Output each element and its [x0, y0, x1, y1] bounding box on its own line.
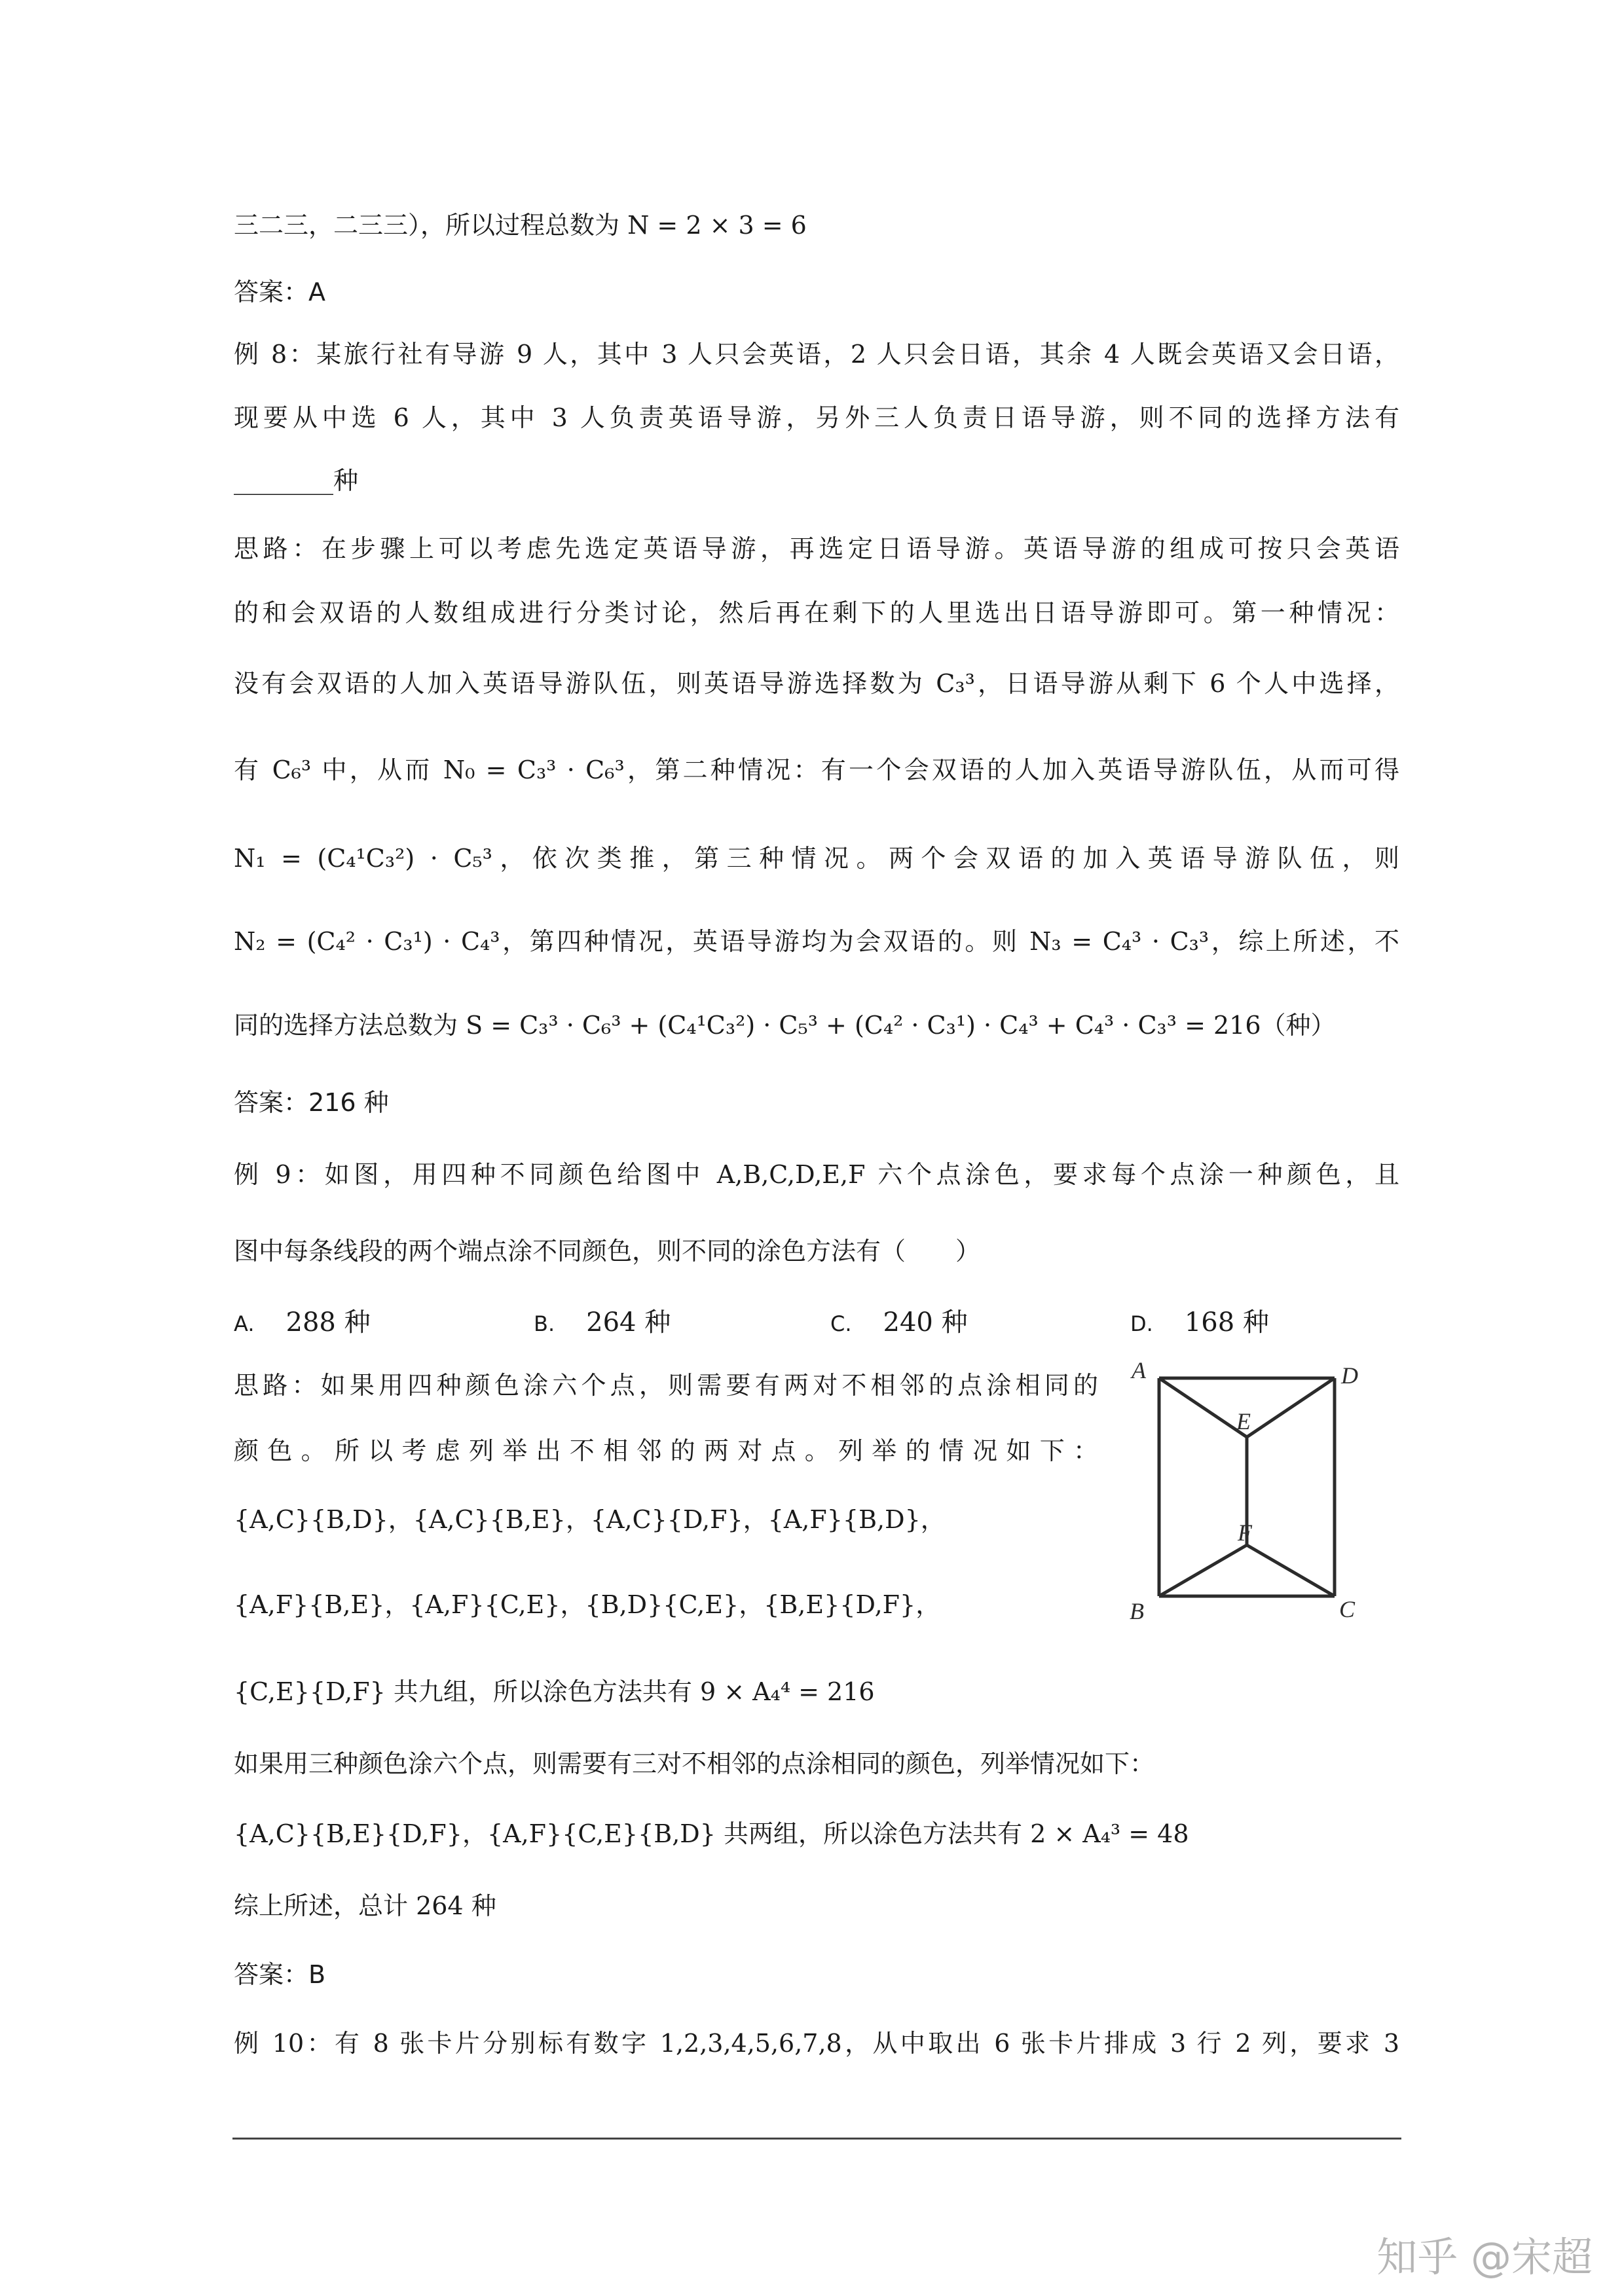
answer-line-ex9: 答案：B: [234, 1960, 326, 1989]
label-f: F: [1238, 1520, 1252, 1546]
edge-bf: [1159, 1545, 1247, 1596]
option-a-label: A.: [234, 1311, 255, 1336]
option-b-text: 264 种: [586, 1307, 671, 1338]
watermark: 知乎 @宋超: [1376, 2233, 1593, 2281]
example-9-line-2: 图中每条线段的两个端点涂不同颜色，则不同的涂色方法有（ ）: [234, 1237, 981, 1266]
option-b: [534, 1302, 671, 1339]
example-8-line-2: 现要从中选 6 人，其中 3 人负责英语导游，另外三人负责日语导游，则不同的选择方法有: [234, 403, 1399, 432]
answer-line-ex7: 答案：A: [234, 278, 325, 306]
thought-line-5: N₁ = (C₄¹C₃²) · C₅³，依次类推，第三种情况。两个会双语的加入英语导游队伍，则: [234, 844, 1399, 873]
option-c-label: C.: [830, 1311, 852, 1336]
edge-de: [1247, 1378, 1335, 1437]
option-a: [234, 1302, 371, 1339]
edge-cf: [1247, 1545, 1335, 1596]
example-10-line-1: 例 10：有 8 张卡片分别标有数字 1,2,3,4,5,6,7,8，从中取出 6 张卡片排成 3 行 2 列，要求 3: [234, 2029, 1399, 2058]
ex9-enum-line-3: {C,E}{D,F} 共九组，所以涂色方法共有 9 × A₄⁴ = 216: [234, 1677, 875, 1706]
ex9-summary: 综上所述，总计 264 种: [234, 1891, 496, 1920]
option-d-text: 168 种: [1184, 1307, 1269, 1338]
thought-line-2: 的和会双语的人数组成进行分类讨论，然后再在剩下的人里选出日语导游即可。第一种情况：: [234, 598, 1399, 627]
option-d: [1130, 1302, 1269, 1339]
label-c: C: [1339, 1596, 1356, 1622]
thought-line-7: 同的选择方法总数为 S = C₃³ · C₆³ + (C₄¹C₃²) · C₅³ + (C₄² · C₃¹) · C₄³ + C₄³ · C₃³ = 216（种）: [234, 1011, 1336, 1040]
option-c-text: 240 种: [883, 1307, 968, 1338]
ex9-three-color-line: 如果用三种颜色涂六个点，则需要有三对不相邻的点涂相同的颜色，列举情况如下：: [234, 1749, 1155, 1778]
page-footer-rule: [232, 2138, 1401, 2140]
option-a-text: 288 种: [286, 1307, 371, 1338]
ex9-thought-line-1: 思路：如果用四种颜色涂六个点，则需要有两对不相邻的点涂相同的: [234, 1371, 1098, 1400]
label-b: B: [1130, 1598, 1144, 1624]
example-8-blank: ________种: [234, 466, 359, 495]
thought-line-6: N₂ = (C₄² · C₃¹) · C₄³，第四种情况，英语导游均为会双语的。则 N₃ = C₄³ · C₃³，综上所述，不: [234, 927, 1399, 956]
label-e: E: [1236, 1408, 1251, 1434]
ex9-three-color-enum: {A,C}{B,E}{D,F}，{A,F}{C,E}{B,D} 共两组，所以涂色方法共有 2 × A₄³ = 48: [234, 1819, 1189, 1848]
example-9-line-1: 例 9：如图，用四种不同颜色给图中 A,B,C,D,E,F 六个点涂色，要求每个点涂一种颜色，且: [234, 1160, 1399, 1189]
thought-line-1: 思路：在步骤上可以考虑先选定英语导游，再选定日语导游。英语导游的组成可按只会英语: [234, 534, 1399, 563]
geometry-figure: [1126, 1358, 1388, 1633]
label-d: D: [1341, 1362, 1358, 1389]
ex9-enum-line-1: {A,C}{B,D}，{A,C}{B,E}，{A,C}{D,F}，{A,F}{B,D}，: [234, 1505, 946, 1534]
ex9-enum-line-2: {A,F}{B,E}，{A,F}{C,E}，{B,D}{C,E}，{B,E}{D,F}，: [234, 1590, 941, 1619]
text-line-1: 三二三，二三三），所以过程总数为 N = 2 × 3 = 6: [234, 211, 807, 240]
edge-ae: [1159, 1378, 1247, 1437]
option-c: [830, 1302, 968, 1339]
example-8-line-1: 例 8：某旅行社有导游 9 人，其中 3 人只会英语，2 人只会日语，其余 4 人既会英语又会日语，: [234, 340, 1399, 369]
thought-line-3: 没有会双语的人加入英语导游队伍，则英语导游选择数为 C₃³，日语导游从剩下 6 个人中选择，: [234, 669, 1399, 698]
thought-line-4: 有 C₆³ 中，从而 N₀ = C₃³ · C₆³，第二种情况：有一个会双语的人加入英语导游队伍，从而可得: [234, 756, 1399, 784]
option-d-label: D.: [1130, 1311, 1153, 1336]
option-b-label: B.: [534, 1311, 555, 1336]
ex9-thought-line-2: 颜色。所以考虑列举出不相邻的两对点。列举的情况如下：: [234, 1436, 1098, 1465]
label-a: A: [1132, 1358, 1146, 1383]
answer-line-ex8: 答案：216 种: [234, 1088, 389, 1117]
